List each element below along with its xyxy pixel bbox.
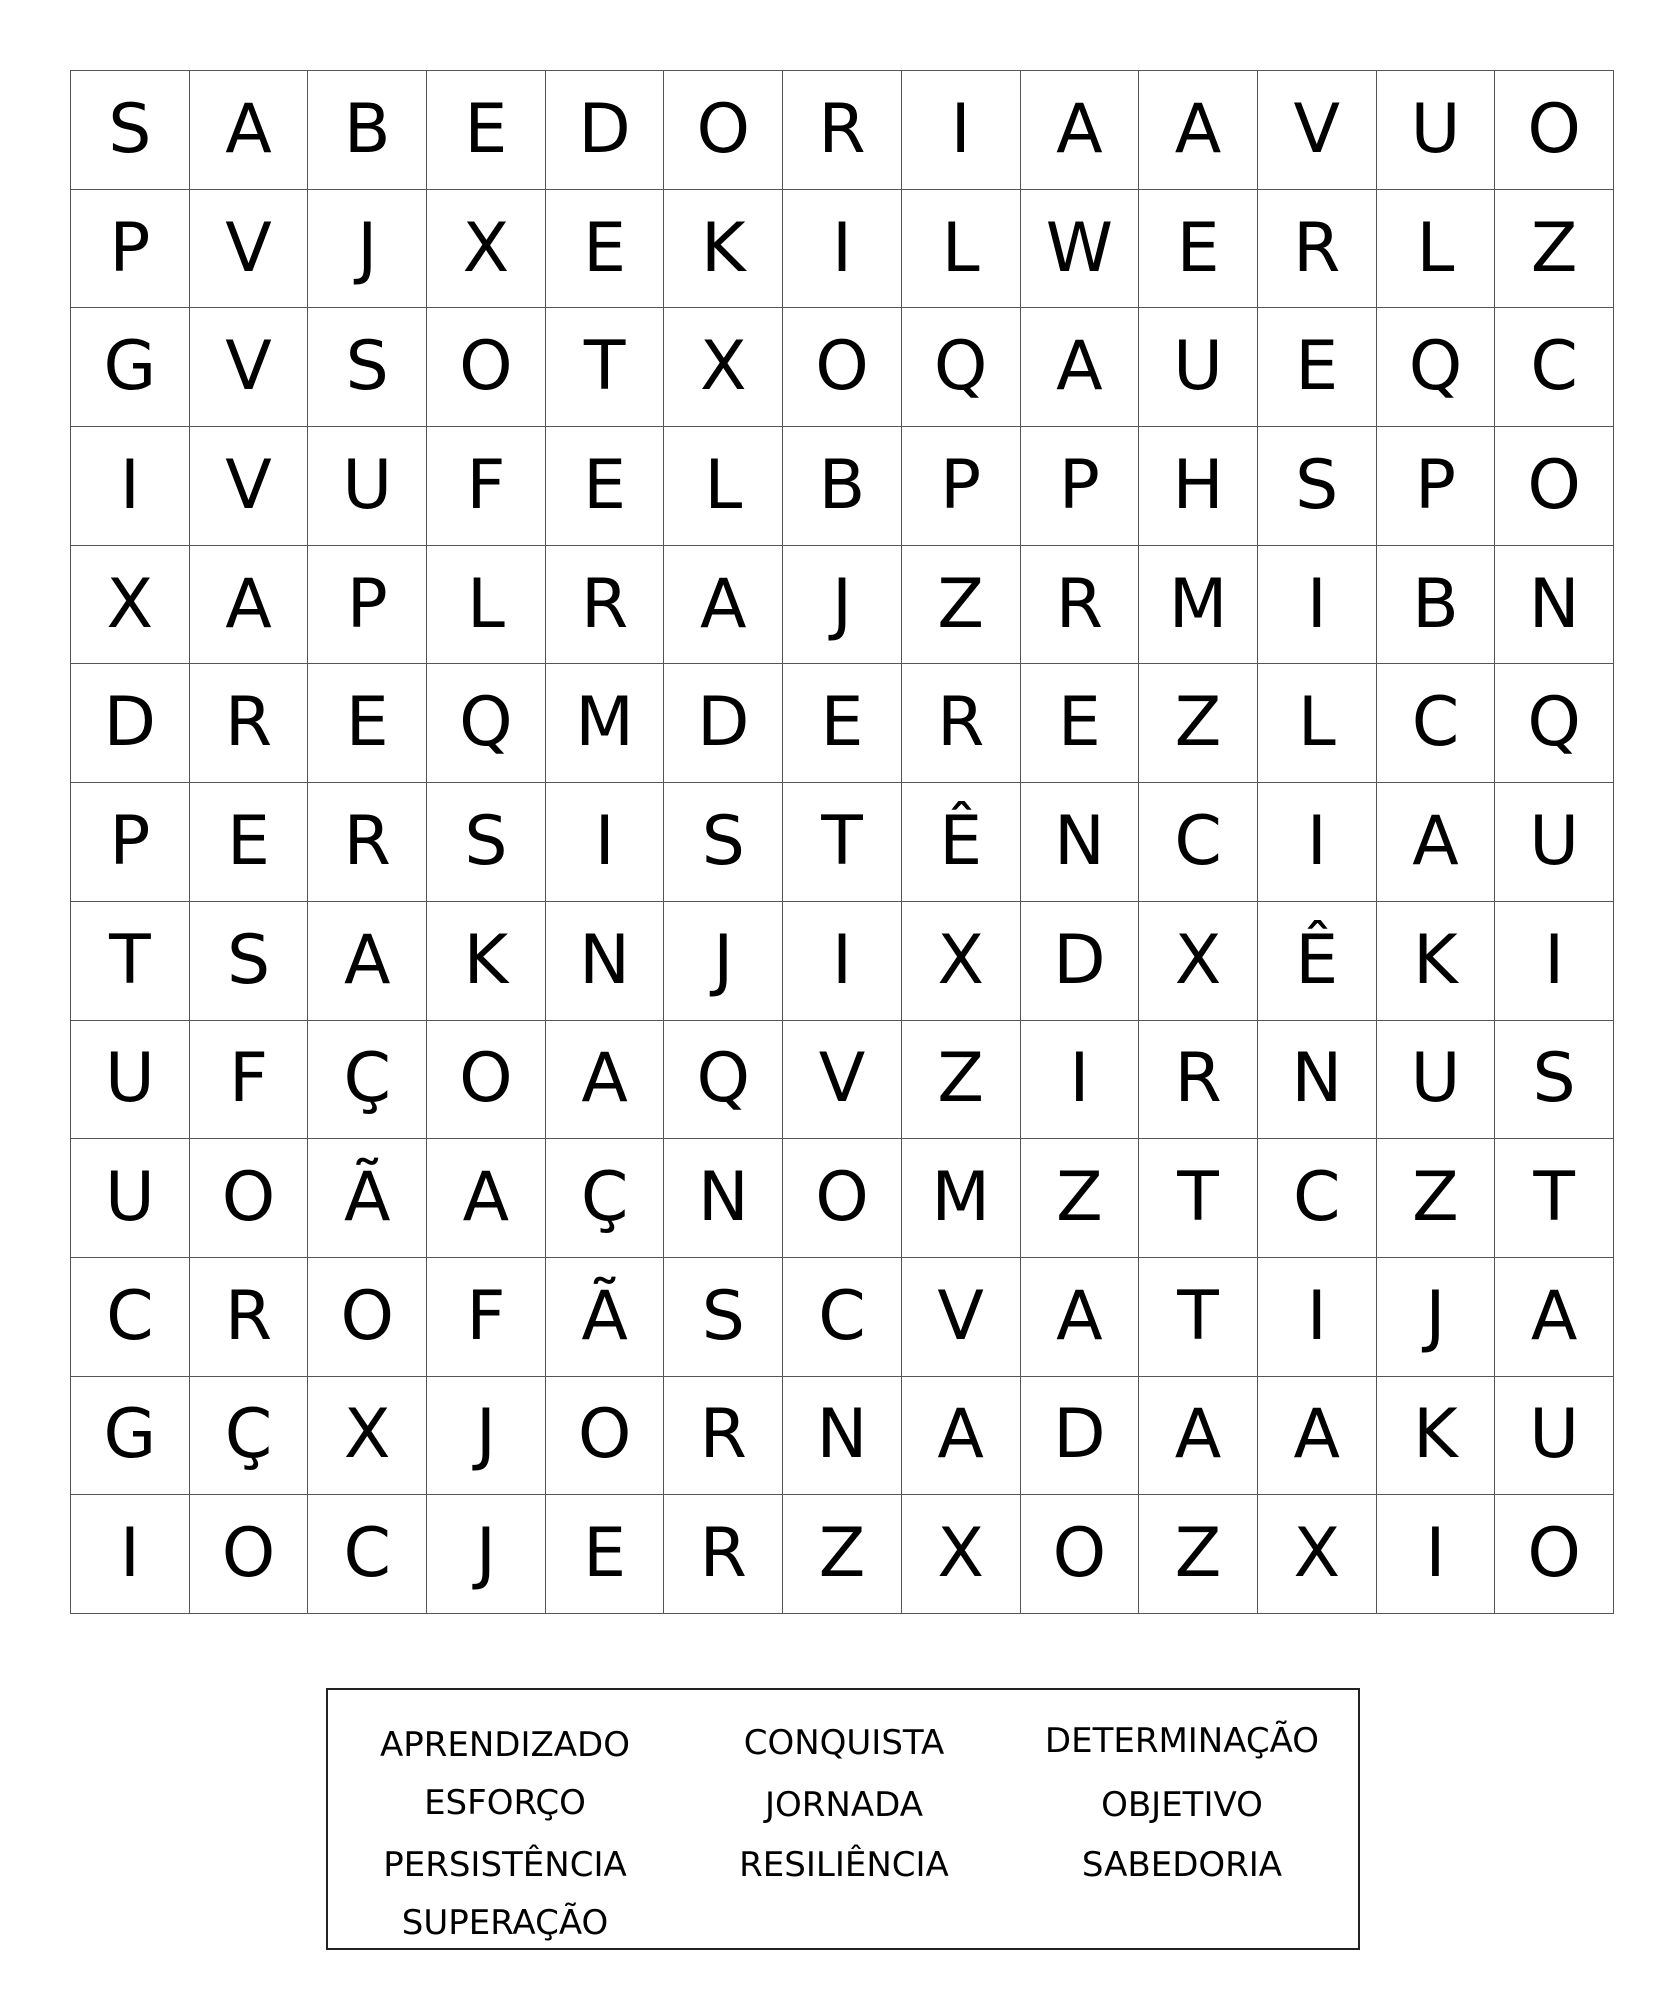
grid-cell: I: [1258, 546, 1377, 665]
grid-cell: I: [71, 427, 190, 546]
grid-cell: R: [902, 664, 1021, 783]
grid-cell: Q: [1377, 308, 1496, 427]
grid-cell: A: [902, 1377, 1021, 1496]
word-list-item: DETERMINAÇÃO: [1044, 1721, 1320, 1761]
grid-cell: V: [783, 1021, 902, 1140]
grid-cell: I: [1495, 902, 1614, 1021]
grid-cell: I: [783, 190, 902, 309]
grid-cell: V: [1258, 71, 1377, 190]
grid-cell: U: [1495, 1377, 1614, 1496]
grid-cell: A: [1495, 1258, 1614, 1377]
grid-cell: N: [1495, 546, 1614, 665]
grid-cell: U: [71, 1139, 190, 1258]
grid-cell: T: [1139, 1139, 1258, 1258]
grid-cell: G: [71, 1377, 190, 1496]
grid-cell: I: [1258, 1258, 1377, 1377]
grid-cell: P: [1377, 427, 1496, 546]
word-list-item: PERSISTÊNCIA: [383, 1845, 627, 1885]
grid-cell: I: [783, 902, 902, 1021]
grid-cell: C: [1258, 1139, 1377, 1258]
grid-cell: O: [190, 1139, 309, 1258]
grid-cell: A: [1021, 308, 1140, 427]
grid-cell: A: [308, 902, 427, 1021]
grid-cell: C: [783, 1258, 902, 1377]
grid-cell: O: [190, 1495, 309, 1614]
grid-cell: A: [1139, 1377, 1258, 1496]
grid-cell: I: [902, 71, 1021, 190]
grid-cell: A: [1021, 71, 1140, 190]
grid-cell: K: [1377, 902, 1496, 1021]
grid-cell: Q: [902, 308, 1021, 427]
word-search-grid: [70, 70, 1614, 1614]
grid-cell: O: [1495, 427, 1614, 546]
grid-cell: P: [71, 783, 190, 902]
grid-cell: K: [664, 190, 783, 309]
grid-cell: D: [1021, 1377, 1140, 1496]
grid-cell: W: [1021, 190, 1140, 309]
grid-cell: G: [71, 308, 190, 427]
grid-cell: F: [427, 1258, 546, 1377]
grid-cell: S: [664, 783, 783, 902]
grid-cell: J: [783, 546, 902, 665]
grid-cell: L: [1258, 664, 1377, 783]
grid-cell: S: [1495, 1021, 1614, 1140]
word-list-item: SUPERAÇÃO: [401, 1903, 609, 1943]
grid-cell: O: [1495, 71, 1614, 190]
grid-cell: X: [427, 190, 546, 309]
grid-cell: T: [1495, 1139, 1614, 1258]
grid-cell: C: [308, 1495, 427, 1614]
grid-cell: U: [308, 427, 427, 546]
grid-cell: E: [308, 664, 427, 783]
grid-cell: R: [1258, 190, 1377, 309]
grid-cell: K: [427, 902, 546, 1021]
grid-cell: I: [546, 783, 665, 902]
grid-cell: R: [190, 664, 309, 783]
grid-cell: S: [71, 71, 190, 190]
grid-cell: C: [1139, 783, 1258, 902]
grid-cell: N: [664, 1139, 783, 1258]
grid-cell: E: [546, 427, 665, 546]
grid-cell: J: [427, 1495, 546, 1614]
grid-cell: R: [546, 546, 665, 665]
grid-cell: I: [1258, 783, 1377, 902]
grid-cell: Ç: [190, 1377, 309, 1496]
grid-cell: V: [190, 190, 309, 309]
word-list-item: JORNADA: [765, 1785, 923, 1825]
grid-cell: R: [1139, 1021, 1258, 1140]
grid-cell: J: [427, 1377, 546, 1496]
grid-cell: E: [1258, 308, 1377, 427]
grid-cell: L: [902, 190, 1021, 309]
grid-cell: B: [1377, 546, 1496, 665]
grid-cell: U: [1495, 783, 1614, 902]
grid-cell: X: [71, 546, 190, 665]
grid-cell: P: [902, 427, 1021, 546]
grid-cell: Z: [783, 1495, 902, 1614]
grid-cell: Z: [1139, 1495, 1258, 1614]
grid-cell: F: [427, 427, 546, 546]
grid-cell: X: [902, 1495, 1021, 1614]
grid-cell: Ã: [546, 1258, 665, 1377]
grid-cell: Z: [1021, 1139, 1140, 1258]
grid-cell: O: [783, 1139, 902, 1258]
grid-cell: Ç: [308, 1021, 427, 1140]
grid-cell: O: [664, 71, 783, 190]
grid-cell: I: [1021, 1021, 1140, 1140]
word-list-item: SABEDORIA: [1081, 1845, 1283, 1885]
grid-cell: T: [1139, 1258, 1258, 1377]
grid-cell: T: [546, 308, 665, 427]
grid-cell: T: [71, 902, 190, 1021]
grid-cell: M: [546, 664, 665, 783]
grid-cell: D: [546, 71, 665, 190]
grid-cell: D: [71, 664, 190, 783]
grid-cell: P: [1021, 427, 1140, 546]
grid-cell: D: [1021, 902, 1140, 1021]
grid-cell: U: [1377, 71, 1496, 190]
grid-cell: V: [190, 308, 309, 427]
grid-cell: X: [308, 1377, 427, 1496]
grid-cell: J: [664, 902, 783, 1021]
word-list-item: RESILIÊNCIA: [739, 1845, 949, 1885]
grid-cell: Ê: [902, 783, 1021, 902]
grid-cell: J: [308, 190, 427, 309]
grid-cell: S: [1258, 427, 1377, 546]
grid-cell: A: [1377, 783, 1496, 902]
grid-cell: O: [1021, 1495, 1140, 1614]
grid-cell: A: [664, 546, 783, 665]
grid-cell: E: [546, 1495, 665, 1614]
grid-cell: S: [308, 308, 427, 427]
grid-cell: S: [664, 1258, 783, 1377]
grid-cell: R: [664, 1495, 783, 1614]
grid-cell: L: [664, 427, 783, 546]
grid-cell: J: [1377, 1258, 1496, 1377]
grid-cell: R: [190, 1258, 309, 1377]
grid-cell: R: [664, 1377, 783, 1496]
grid-cell: X: [664, 308, 783, 427]
word-list-item: CONQUISTA: [743, 1723, 945, 1763]
grid-cell: E: [1139, 190, 1258, 309]
grid-cell: N: [783, 1377, 902, 1496]
grid-cell: U: [1377, 1021, 1496, 1140]
grid-cell: R: [308, 783, 427, 902]
grid-cell: O: [427, 308, 546, 427]
grid-cell: N: [1021, 783, 1140, 902]
grid-cell: X: [1139, 902, 1258, 1021]
grid-cell: I: [71, 1495, 190, 1614]
grid-cell: A: [190, 71, 309, 190]
grid-cell: Ã: [308, 1139, 427, 1258]
grid-cell: Q: [664, 1021, 783, 1140]
word-list-item: ESFORÇO: [424, 1783, 586, 1823]
grid-cell: S: [427, 783, 546, 902]
grid-cell: F: [190, 1021, 309, 1140]
grid-cell: C: [1495, 308, 1614, 427]
grid-cell: S: [190, 902, 309, 1021]
grid-cell: L: [1377, 190, 1496, 309]
grid-cell: O: [546, 1377, 665, 1496]
grid-cell: O: [427, 1021, 546, 1140]
grid-cell: E: [546, 190, 665, 309]
grid-cell: O: [783, 308, 902, 427]
grid-cell: A: [190, 546, 309, 665]
grid-cell: E: [190, 783, 309, 902]
grid-cell: I: [1377, 1495, 1496, 1614]
grid-cell: Z: [1495, 190, 1614, 309]
grid-cell: N: [546, 902, 665, 1021]
grid-cell: B: [783, 427, 902, 546]
grid-cell: C: [1377, 664, 1496, 783]
grid-cell: P: [71, 190, 190, 309]
word-list-item: APRENDIZADO: [379, 1725, 630, 1765]
grid-cell: A: [1258, 1377, 1377, 1496]
grid-cell: X: [902, 902, 1021, 1021]
grid-cell: E: [1021, 664, 1140, 783]
grid-cell: Z: [902, 546, 1021, 665]
grid-cell: Ê: [1258, 902, 1377, 1021]
grid-cell: M: [1139, 546, 1258, 665]
grid-cell: A: [1021, 1258, 1140, 1377]
grid-cell: K: [1377, 1377, 1496, 1496]
grid-cell: Q: [427, 664, 546, 783]
grid-cell: V: [902, 1258, 1021, 1377]
grid-cell: O: [308, 1258, 427, 1377]
grid-cell: Z: [1139, 664, 1258, 783]
grid-cell: R: [1021, 546, 1140, 665]
grid-cell: C: [71, 1258, 190, 1377]
grid-cell: A: [1139, 71, 1258, 190]
grid-cell: Z: [902, 1021, 1021, 1140]
grid-cell: N: [1258, 1021, 1377, 1140]
grid-cell: D: [664, 664, 783, 783]
grid-cell: T: [783, 783, 902, 902]
grid-cell: A: [546, 1021, 665, 1140]
grid-cell: B: [308, 71, 427, 190]
word-list-item: OBJETIVO: [1101, 1785, 1263, 1825]
grid-cell: A: [427, 1139, 546, 1258]
grid-cell: Q: [1495, 664, 1614, 783]
word-list-box: [326, 1688, 1360, 1950]
grid-cell: O: [1495, 1495, 1614, 1614]
grid-cell: L: [427, 546, 546, 665]
grid-cell: H: [1139, 427, 1258, 546]
grid-cell: E: [783, 664, 902, 783]
grid-cell: V: [190, 427, 309, 546]
grid-cell: Z: [1377, 1139, 1496, 1258]
grid-cell: Ç: [546, 1139, 665, 1258]
grid-cell: E: [427, 71, 546, 190]
grid-cell: U: [71, 1021, 190, 1140]
grid-cell: R: [783, 71, 902, 190]
grid-cell: M: [902, 1139, 1021, 1258]
grid-cell: U: [1139, 308, 1258, 427]
grid-cell: P: [308, 546, 427, 665]
grid-cell: X: [1258, 1495, 1377, 1614]
